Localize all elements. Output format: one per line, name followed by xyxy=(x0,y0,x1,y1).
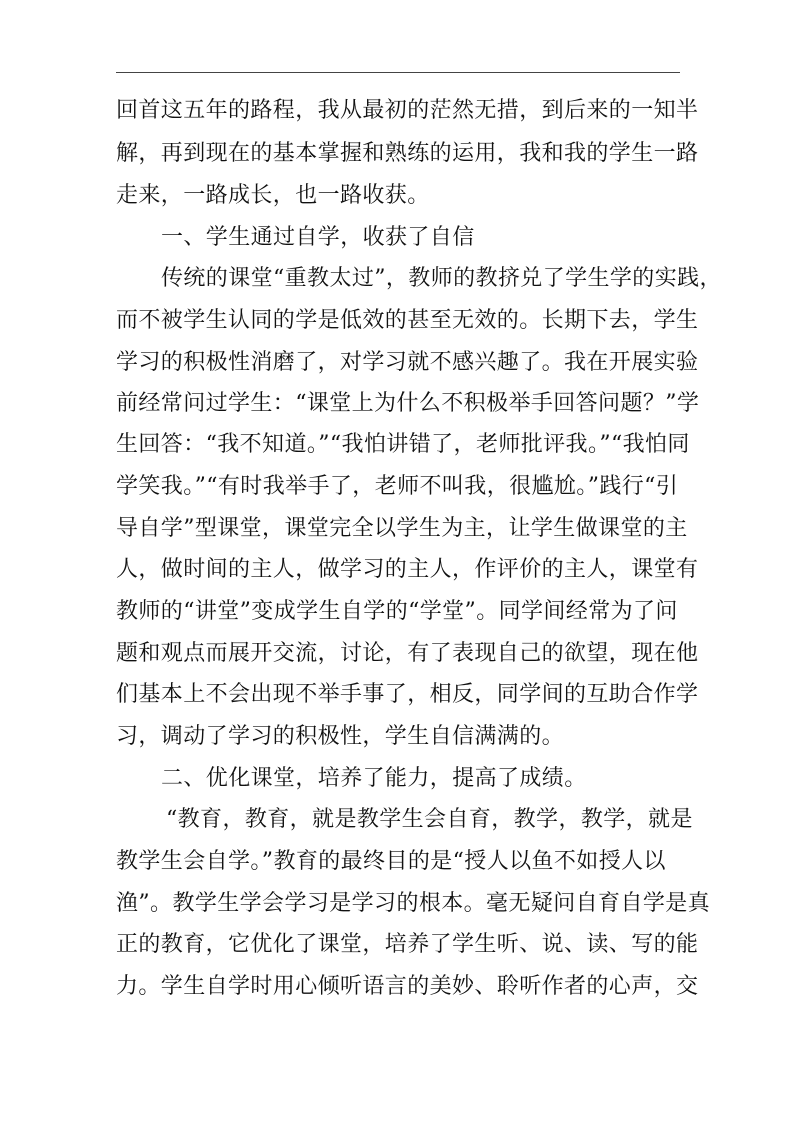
section-heading-2: 二、优化课堂，培养了能力，提高了成绩。 xyxy=(161,766,587,791)
text-line: “教育，教育，就是教学生会自育，教学，教学，就是 xyxy=(166,807,693,832)
text-line: 题和观点而展开交流，讨论，有了表现自己的欲望，现在他 xyxy=(116,641,699,666)
text-line: 习，调动了学习的积极性，学生自信满满的。 xyxy=(116,724,565,749)
text-line: 学笑我。”“有时我举手了，老师不叫我，很尴尬。”践行“引 xyxy=(116,474,679,499)
text-line: 教师的“讲堂”变成学生自学的“学堂”。同学间经常为了问 xyxy=(116,599,678,624)
section-heading-1: 一、学生通过自学，收获了自信 xyxy=(161,225,475,250)
text-line: 人，做时间的主人，做学习的主人，作评价的主人，课堂有 xyxy=(116,557,699,582)
text-line: 传统的课堂“重教太过”，教师的教挤兑了学生学的实践， xyxy=(161,266,722,291)
text-line: 前经常问过学生：“课堂上为什么不积极举手回答问题？”学 xyxy=(116,391,700,416)
text-line: 生回答：“我不知道。”“我怕讲错了，老师批评我。”“我怕同 xyxy=(116,432,690,457)
text-line: 而不被学生认同的学是低效的甚至无效的。长期下去，学生 xyxy=(116,308,699,333)
text-line: 教学生会自学。”教育的最终目的是“授人以鱼不如授人以 xyxy=(116,849,666,874)
header-rule xyxy=(116,72,680,73)
text-line: 正的教育，它优化了课堂，培养了学生听、说、读、写的能 xyxy=(116,932,699,957)
text-line: 走来，一路成长，也一路收获。 xyxy=(116,183,430,208)
text-line: 渔”。教学生学会学习是学习的根本。毫无疑问自育自学是真 xyxy=(116,891,711,916)
text-line: 导自学”型课堂，课堂完全以学生为主，让学生做课堂的主 xyxy=(116,516,688,541)
text-line: 回首这五年的路程，我从最初的茫然无措，到后来的一知半 xyxy=(116,98,699,123)
text-line: 解，再到现在的基本掌握和熟练的运用，我和我的学生一路 xyxy=(116,141,699,166)
text-line: 们基本上不会出现不举手事了，相反，同学间的互助合作学 xyxy=(116,682,699,707)
text-line: 力。学生自学时用心倾听语言的美妙、聆听作者的心声，交 xyxy=(116,974,699,999)
text-line: 学习的积极性消磨了，对学习就不感兴趣了。我在开展实验 xyxy=(116,350,699,375)
